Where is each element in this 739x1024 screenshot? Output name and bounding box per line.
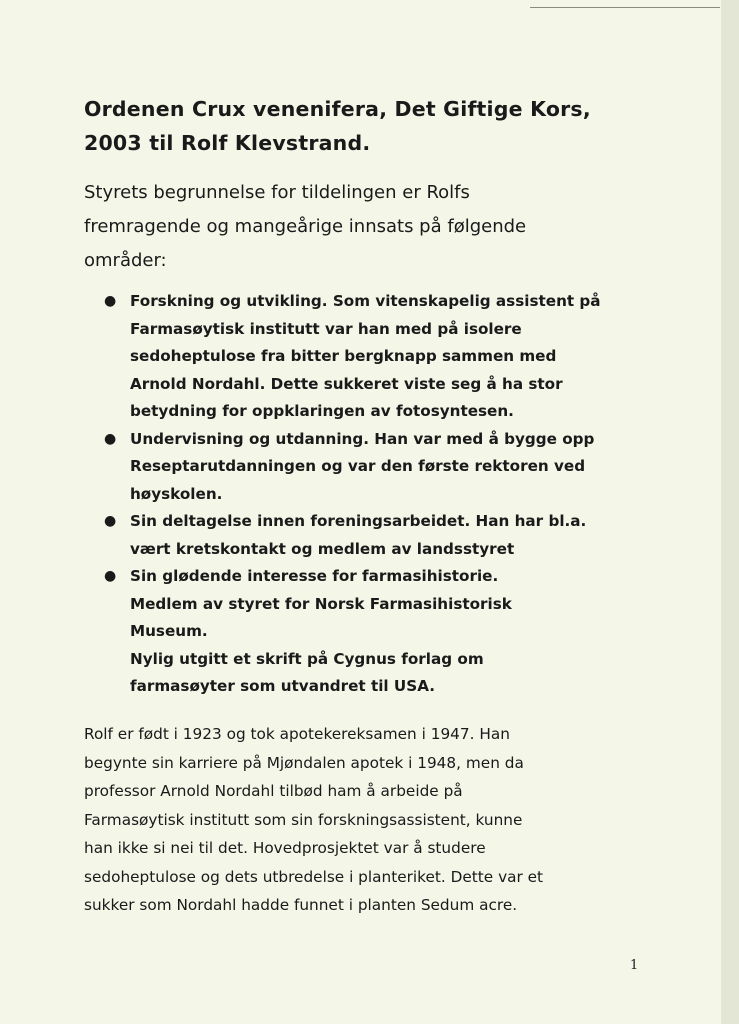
list-item	[104, 563, 664, 701]
bullet-dot-icon: ●	[104, 293, 117, 309]
list-item-line: sedoheptulose fra bitter bergknapp sammen med	[130, 347, 557, 365]
list-item-line: vært kretskontakt og medlem av landsstyret	[130, 539, 515, 558]
list-item-line: høyskolen.	[130, 484, 223, 503]
body-line: begynte sin karriere på Mjøndalen apotek i 1948, men da	[84, 753, 524, 772]
list-item-line: Undervisning og utdanning. Han var med å bygge opp	[130, 429, 595, 448]
body-line: sukker som Nordahl hadde funnet i planten Sedum acre.	[84, 896, 518, 914]
body-line: professor Arnold Nordahl tilbød ham å arbeide på	[84, 782, 463, 800]
biography-paragraph	[84, 720, 664, 920]
intro-line-1: Styrets begrunnelse for tildelingen er Rolfs	[84, 182, 470, 203]
title-line-2: 2003 til Rolf Klevstrand.	[84, 131, 371, 155]
list-item-line: Sin deltagelse innen foreningsarbeidet. Han har bl.a.	[130, 512, 587, 530]
list-item-line: Reseptarutdanningen og var den første rektoren ved	[130, 457, 586, 475]
list-item-line: Museum.	[130, 622, 208, 640]
bullet-dot-icon: ●	[104, 430, 117, 447]
document-title	[84, 92, 644, 160]
list-item-line: Sin glødende interesse for farmasihistorie.	[130, 567, 499, 585]
body-line: han ikke si nei til det. Hovedprosjektet var å studere	[84, 839, 486, 857]
list-item	[104, 508, 664, 563]
body-line: sedoheptulose og dets utbredelse i planteriket. Dette var et	[84, 867, 544, 886]
list-item-line: Nylig utgitt et skrift på Cygnus forlag om	[130, 649, 484, 668]
intro-line-2: fremragende og mangeårige innsats på følgende	[84, 216, 527, 237]
bullet-dot-icon: ●	[104, 513, 117, 529]
page-number: 1	[630, 958, 639, 973]
list-item-line: Forskning og utvikling. Som vitenskapelig assistent på	[130, 292, 601, 310]
list-item-line: betydning for oppklaringen av fotosyntesen.	[130, 402, 514, 420]
list-item-line: Medlem av styret for Norsk Farmasihistorisk	[130, 594, 512, 613]
list-item-line: Arnold Nordahl. Dette sukkeret viste seg å ha stor	[130, 374, 563, 393]
intro-line-3: områder:	[84, 250, 167, 271]
list-item	[104, 288, 664, 426]
list-item-line: Farmasøytisk institutt var han med på isolere	[130, 319, 522, 338]
intro-paragraph	[84, 176, 644, 278]
body-line: Rolf er født i 1923 og tok apotekereksamen i 1947. Han	[84, 725, 510, 743]
top-rule-line	[530, 7, 720, 8]
scan-edge-strip	[721, 0, 739, 1024]
list-item	[104, 426, 664, 509]
body-line: Farmasøytisk institutt som sin forskningsassistent, kunne	[84, 810, 523, 829]
title-line-1: Ordenen Crux venenifera, Det Giftige Kors,	[84, 97, 591, 121]
list-item-line: farmasøyter som utvandret til USA.	[130, 677, 435, 695]
bullet-dot-icon: ●	[104, 568, 117, 584]
merit-list	[104, 288, 664, 701]
